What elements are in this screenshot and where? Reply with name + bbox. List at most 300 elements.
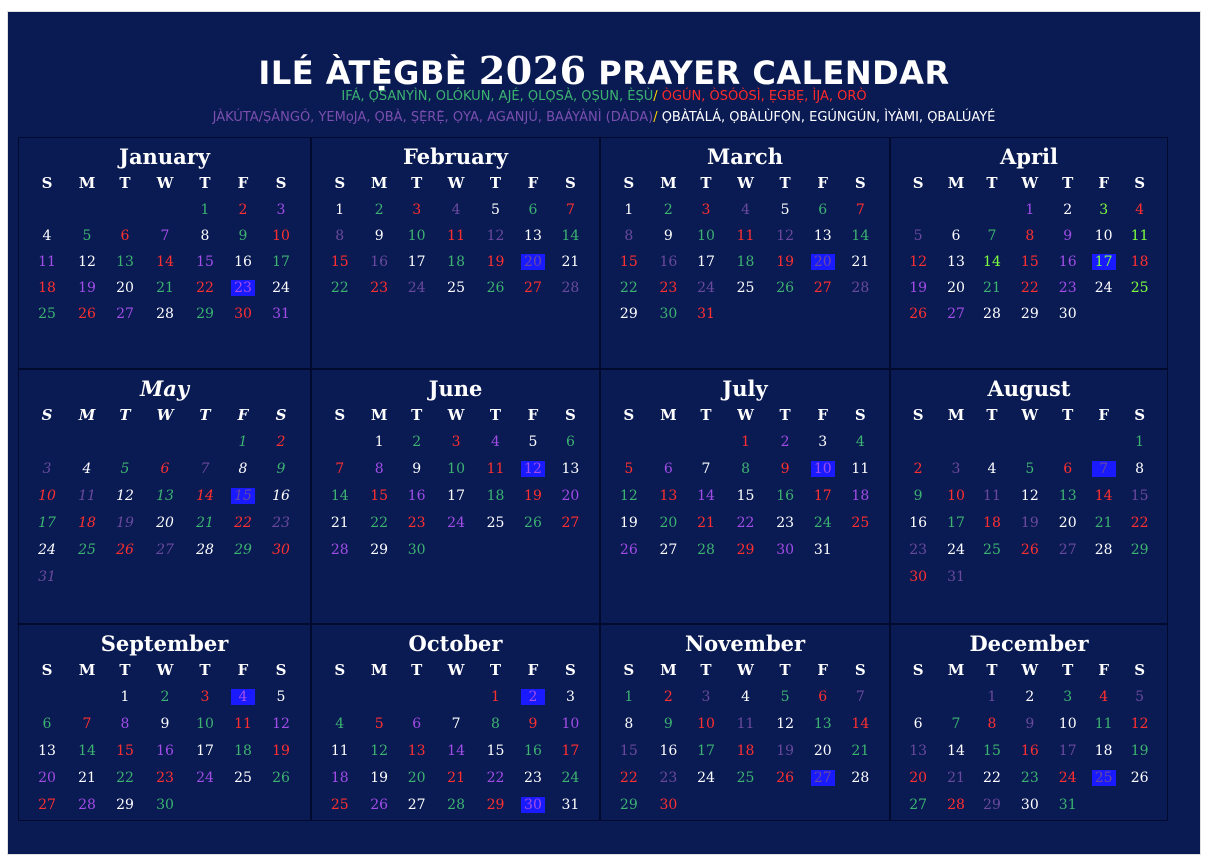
day-cell: 21 (851, 254, 870, 270)
day-cell: 24 (697, 280, 715, 296)
weekday-header: W (1021, 174, 1039, 192)
day-cell: 21 (947, 770, 965, 786)
day-cell: 23 (524, 770, 542, 786)
day-cell: 14 (78, 743, 96, 759)
day-cell: 5 (82, 228, 92, 244)
weekday-header: S (1134, 406, 1146, 424)
day-cell: 24 (947, 542, 965, 558)
day-cell: 23 (156, 770, 174, 786)
day-cell: 2 (913, 461, 923, 477)
day-cell: 2 (238, 202, 248, 218)
day-cell: 26 (272, 770, 290, 786)
day-cell: 27 (909, 797, 928, 813)
day-cell: 8 (491, 716, 500, 732)
weekday-header: M (660, 174, 677, 192)
day-cell: 30 (909, 569, 928, 585)
day-cell: 3 (701, 689, 711, 705)
day-cell: 20 (811, 254, 835, 270)
day-cell: 17 (38, 515, 56, 531)
day-cell: 30 (272, 542, 290, 558)
day-cell: 9 (412, 461, 422, 477)
day-cell: 6 (1063, 461, 1073, 477)
day-cell: 4 (987, 461, 997, 477)
day-cell: 29 (234, 542, 252, 558)
day-cell: 28 (561, 280, 580, 296)
day-cell: 29 (736, 542, 755, 558)
legend-group-purple: JÀKÚTA/ṢÀNGÓ, YEMọJA, ỌBÀ, ṢẸ̀RẸ̀, ỌYA, AGANJÚ, BAÁYÀNÌ (DÀDA) (212, 110, 654, 125)
day-cell: 3 (1099, 202, 1109, 218)
weekday-header: T (986, 406, 998, 424)
day-cell: 5 (528, 434, 538, 450)
day-cell: 5 (1135, 689, 1145, 705)
weekday-header: M (947, 661, 965, 679)
weekday-header: F (237, 174, 249, 192)
weekday-header: T (1062, 406, 1074, 424)
day-cell: 15 (196, 254, 214, 270)
weekday-header: W (737, 661, 754, 679)
day-cell: 19 (1020, 515, 1039, 531)
day-cell: 15 (330, 254, 349, 270)
weekday-header: S (912, 406, 924, 424)
day-cell: 18 (486, 488, 505, 504)
day-cell: 7 (987, 228, 997, 244)
day-cell: 2 (1025, 689, 1035, 705)
day-cell: 22 (1130, 515, 1149, 531)
day-cell: 16 (524, 743, 542, 759)
day-cell: 11 (447, 228, 465, 244)
day-cell: 7 (855, 689, 865, 705)
day-cell: 30 (1020, 797, 1039, 813)
day-cell: 16 (156, 743, 174, 759)
day-cell: 12 (78, 254, 96, 270)
day-cell: 1 (335, 202, 345, 218)
day-cell: 27 (947, 306, 965, 322)
day-cell: 25 (1092, 770, 1116, 786)
day-cell: 15 (486, 743, 505, 759)
weekday-header: T (1062, 174, 1074, 192)
weekday-header: S (41, 174, 53, 192)
day-cell: 23 (776, 515, 795, 531)
day-cell: 20 (116, 280, 134, 296)
day-cell: 19 (272, 743, 290, 759)
month-february (311, 137, 600, 369)
weekday-header: S (623, 174, 635, 192)
day-cell: 2 (160, 689, 170, 705)
weekday-header: M (370, 661, 388, 679)
month-name: July (722, 376, 768, 401)
weekday-header: M (947, 406, 965, 424)
day-cell: 23 (272, 515, 290, 531)
day-cell: 27 (561, 515, 580, 531)
day-cell: 2 (412, 434, 422, 450)
legend-separator: / (653, 110, 662, 125)
day-cell: 22 (983, 770, 1001, 786)
day-cell: 1 (238, 434, 248, 450)
day-cell: 21 (983, 280, 1001, 296)
weekday-header: F (1098, 661, 1109, 679)
day-cell: 13 (813, 228, 832, 244)
day-cell: 26 (909, 306, 928, 322)
month-july (600, 369, 890, 624)
day-cell: 18 (736, 743, 755, 759)
day-cell: 22 (736, 515, 755, 531)
day-cell: 30 (156, 797, 174, 813)
legend-group-green: IFÁ, ỌSANYÌN, OLÓKUN, AJÉ, ỌLỌSÀ, ỌṢUN, ÈṢÙ (341, 89, 654, 104)
day-cell: 11 (736, 716, 755, 732)
day-cell: 18 (1130, 254, 1149, 270)
day-cell: 24 (38, 542, 56, 558)
day-cell: 8 (238, 461, 248, 477)
day-cell: 6 (818, 202, 828, 218)
day-cell: 4 (231, 689, 255, 705)
weekday-header: T (489, 174, 502, 192)
day-cell: 6 (120, 228, 130, 244)
day-cell: 27 (1058, 542, 1077, 558)
day-cell: 27 (524, 280, 542, 296)
day-cell: 14 (851, 716, 870, 732)
weekday-header: T (199, 174, 211, 192)
day-cell: 7 (951, 716, 961, 732)
month-name: June (428, 376, 483, 401)
day-cell: 4 (82, 461, 92, 477)
day-cell: 4 (451, 202, 461, 218)
day-cell: 4 (491, 434, 500, 450)
day-cell: 10 (947, 488, 965, 504)
day-cell: 16 (776, 488, 795, 504)
day-cell: 30 (521, 797, 545, 813)
day-cell: 9 (374, 228, 384, 244)
weekday-header: M (78, 661, 96, 679)
day-cell: 6 (913, 716, 923, 732)
day-cell: 11 (736, 228, 755, 244)
day-cell: 18 (851, 488, 870, 504)
day-cell: 20 (407, 770, 426, 786)
day-cell: 28 (78, 797, 96, 813)
day-cell: 21 (561, 254, 580, 270)
day-cell: 8 (200, 228, 210, 244)
day-cell: 1 (200, 202, 210, 218)
day-cell: 2 (663, 202, 673, 218)
day-cell: 2 (1063, 202, 1073, 218)
day-cell: 22 (370, 515, 389, 531)
day-cell: 22 (330, 280, 349, 296)
day-cell: 3 (1063, 689, 1073, 705)
day-cell: 6 (663, 461, 673, 477)
day-cell: 27 (156, 542, 174, 558)
day-cell: 25 (486, 515, 505, 531)
day-cell: 29 (196, 306, 214, 322)
month-may (18, 369, 311, 624)
day-cell: 28 (447, 797, 465, 813)
day-cell: 8 (374, 461, 384, 477)
weekday-header: W (1021, 661, 1039, 679)
weekday-header: T (199, 661, 211, 679)
day-cell: 23 (909, 542, 928, 558)
day-cell: 5 (913, 228, 923, 244)
day-cell: 17 (272, 254, 290, 270)
day-cell: 14 (983, 254, 1001, 270)
day-cell: 24 (561, 770, 580, 786)
day-cell: 29 (1020, 306, 1039, 322)
weekday-header: T (411, 406, 423, 424)
legend-group-red: ÒGÚN, ÒSÓÒSÌ, ẸGBẸ, ÌJA, ORÒ (661, 89, 867, 104)
weekday-header: F (1098, 174, 1109, 192)
day-cell: 20 (38, 770, 56, 786)
weekday-header: T (489, 406, 502, 424)
day-cell: 7 (565, 202, 575, 218)
weekday-header: T (779, 661, 791, 679)
day-cell: 1 (120, 689, 130, 705)
day-cell: 31 (947, 569, 965, 585)
month-august (890, 369, 1168, 624)
day-cell: 17 (1092, 254, 1116, 270)
day-cell: 5 (624, 461, 634, 477)
day-cell: 6 (528, 202, 538, 218)
day-cell: 3 (818, 434, 828, 450)
day-cell: 28 (697, 542, 715, 558)
day-cell: 6 (160, 461, 170, 477)
day-cell: 18 (78, 515, 96, 531)
weekday-header: W (447, 406, 465, 424)
day-cell: 29 (486, 797, 505, 813)
day-cell: 29 (619, 306, 638, 322)
day-cell: 18 (38, 280, 56, 296)
day-cell: 12 (1130, 716, 1149, 732)
day-cell: 26 (116, 542, 134, 558)
day-cell: 25 (736, 770, 755, 786)
weekday-header: F (817, 661, 829, 679)
day-cell: 16 (659, 254, 678, 270)
day-cell: 11 (1130, 228, 1149, 244)
day-cell: 26 (1130, 770, 1149, 786)
day-cell: 10 (196, 716, 214, 732)
day-cell: 16 (407, 488, 426, 504)
day-cell: 2 (663, 689, 673, 705)
weekday-header: T (700, 174, 712, 192)
legend-line-2 (8, 110, 1200, 125)
day-cell: 30 (659, 306, 678, 322)
legend-line-1 (8, 89, 1200, 104)
day-cell: 21 (330, 515, 349, 531)
day-cell: 10 (272, 228, 290, 244)
day-cell: 3 (200, 689, 210, 705)
weekday-header: T (1062, 661, 1074, 679)
day-cell: 30 (234, 306, 252, 322)
day-cell: 27 (813, 280, 832, 296)
day-cell: 9 (780, 461, 790, 477)
weekday-header: S (854, 174, 866, 192)
weekday-header: F (817, 406, 829, 424)
weekday-header: T (779, 406, 791, 424)
day-cell: 12 (1020, 488, 1039, 504)
day-cell: 18 (1094, 743, 1113, 759)
day-cell: 21 (851, 743, 870, 759)
day-cell: 18 (736, 254, 755, 270)
day-cell: 19 (486, 254, 505, 270)
day-cell: 8 (741, 461, 751, 477)
day-cell: 29 (370, 542, 389, 558)
weekday-header: T (199, 406, 211, 424)
day-cell: 26 (524, 515, 542, 531)
day-cell: 5 (780, 202, 790, 218)
day-cell: 13 (909, 743, 928, 759)
day-cell: 8 (1135, 461, 1145, 477)
weekday-header: M (78, 174, 96, 192)
day-cell: 10 (447, 461, 465, 477)
day-cell: 2 (276, 434, 286, 450)
month-october (311, 624, 600, 821)
day-cell: 15 (370, 488, 389, 504)
day-cell: 17 (947, 515, 965, 531)
day-cell: 25 (234, 770, 252, 786)
weekday-header: W (447, 174, 465, 192)
day-cell: 8 (624, 228, 634, 244)
month-september (18, 624, 311, 821)
day-cell: 10 (1094, 228, 1113, 244)
day-cell: 12 (776, 716, 795, 732)
weekday-header: W (1021, 406, 1039, 424)
day-cell: 31 (1058, 797, 1077, 813)
month-name: December (969, 631, 1089, 656)
weekday-header: T (119, 174, 131, 192)
day-cell: 5 (780, 689, 790, 705)
day-cell: 31 (697, 306, 715, 322)
day-cell: 6 (565, 434, 575, 450)
day-cell: 13 (38, 743, 56, 759)
title-part1: ILÉ ÀTẸ̀GBÈ (258, 54, 468, 92)
day-cell: 31 (272, 306, 290, 322)
month-name: August (987, 376, 1071, 401)
day-cell: 1 (1025, 202, 1035, 218)
day-cell: 28 (983, 306, 1001, 322)
day-cell: 23 (1020, 770, 1039, 786)
weekday-header: M (660, 406, 677, 424)
month-april (890, 137, 1168, 369)
day-cell: 19 (78, 280, 96, 296)
legend-group-white: ỌBÀTÁLÁ, ỌBÀLÙFỌ̀N, EGÚNGÚN, ÌYÀMI, ỌBALÚAYÉ (661, 110, 996, 125)
weekday-header: W (156, 406, 174, 424)
day-cell: 14 (447, 743, 465, 759)
day-cell: 6 (412, 716, 422, 732)
day-cell: 3 (451, 434, 461, 450)
day-cell: 28 (156, 306, 174, 322)
day-cell: 9 (1025, 716, 1035, 732)
day-cell: 30 (407, 542, 426, 558)
day-cell: 15 (1020, 254, 1039, 270)
day-cell: 26 (78, 306, 96, 322)
day-cell: 20 (156, 515, 174, 531)
day-cell: 14 (947, 743, 965, 759)
day-cell: 10 (1058, 716, 1077, 732)
day-cell: 22 (619, 280, 638, 296)
weekday-header: T (411, 661, 423, 679)
day-cell: 20 (561, 488, 580, 504)
day-cell: 31 (38, 569, 56, 585)
day-cell: 19 (909, 280, 928, 296)
day-cell: 28 (196, 542, 214, 558)
day-cell: 30 (659, 797, 678, 813)
day-cell: 20 (1058, 515, 1077, 531)
month-name: November (684, 631, 806, 656)
day-cell: 26 (486, 280, 505, 296)
day-cell: 18 (447, 254, 465, 270)
day-cell: 20 (909, 770, 928, 786)
weekday-header: T (700, 661, 712, 679)
day-cell: 5 (1025, 461, 1035, 477)
day-cell: 24 (697, 770, 715, 786)
day-cell: 6 (951, 228, 961, 244)
weekday-header: S (912, 661, 924, 679)
month-name: May (139, 376, 190, 401)
day-cell: 9 (528, 716, 538, 732)
weekday-header: S (41, 661, 53, 679)
month-name: January (119, 144, 210, 169)
day-cell: 7 (335, 461, 345, 477)
day-cell: 13 (116, 254, 134, 270)
weekday-header: S (854, 661, 866, 679)
day-cell: 20 (521, 254, 545, 270)
weekday-header: F (527, 174, 539, 192)
day-cell: 19 (116, 515, 134, 531)
day-cell: 13 (1058, 488, 1077, 504)
day-cell: 19 (776, 254, 795, 270)
day-cell: 1 (374, 434, 384, 450)
day-cell: 19 (1130, 743, 1149, 759)
day-cell: 23 (1058, 280, 1077, 296)
months-grid (18, 137, 1168, 821)
day-cell: 11 (330, 743, 349, 759)
day-cell: 11 (851, 461, 870, 477)
month-name: February (402, 144, 508, 169)
day-cell: 23 (659, 770, 678, 786)
weekday-header: T (779, 174, 791, 192)
day-cell: 12 (486, 228, 505, 244)
day-cell: 12 (272, 716, 290, 732)
month-june (311, 369, 600, 624)
weekday-header: S (41, 406, 53, 424)
day-cell: 31 (813, 542, 832, 558)
weekday-header: S (275, 661, 287, 679)
day-cell: 12 (116, 488, 134, 504)
day-cell: 30 (1058, 306, 1077, 322)
weekday-header: F (1098, 406, 1109, 424)
weekday-header: S (334, 661, 346, 679)
weekday-header: S (565, 174, 576, 192)
day-cell: 21 (1094, 515, 1113, 531)
day-cell: 13 (561, 461, 580, 477)
day-cell: 6 (818, 689, 828, 705)
day-cell: 5 (374, 716, 384, 732)
weekday-header: F (817, 174, 829, 192)
day-cell: 2 (780, 434, 790, 450)
day-cell: 16 (272, 488, 290, 504)
weekday-header: S (275, 174, 287, 192)
day-cell: 30 (776, 542, 795, 558)
day-cell: 17 (1058, 743, 1077, 759)
day-cell: 2 (521, 689, 545, 705)
day-cell: 24 (447, 515, 465, 531)
day-cell: 25 (1130, 280, 1149, 296)
day-cell: 7 (855, 202, 865, 218)
day-cell: 29 (619, 797, 638, 813)
day-cell: 24 (1094, 280, 1113, 296)
day-cell: 3 (42, 461, 52, 477)
day-cell: 25 (78, 542, 96, 558)
weekday-header: S (565, 406, 576, 424)
weekday-header: F (237, 661, 249, 679)
month-name: September (100, 631, 229, 656)
day-cell: 25 (38, 306, 56, 322)
